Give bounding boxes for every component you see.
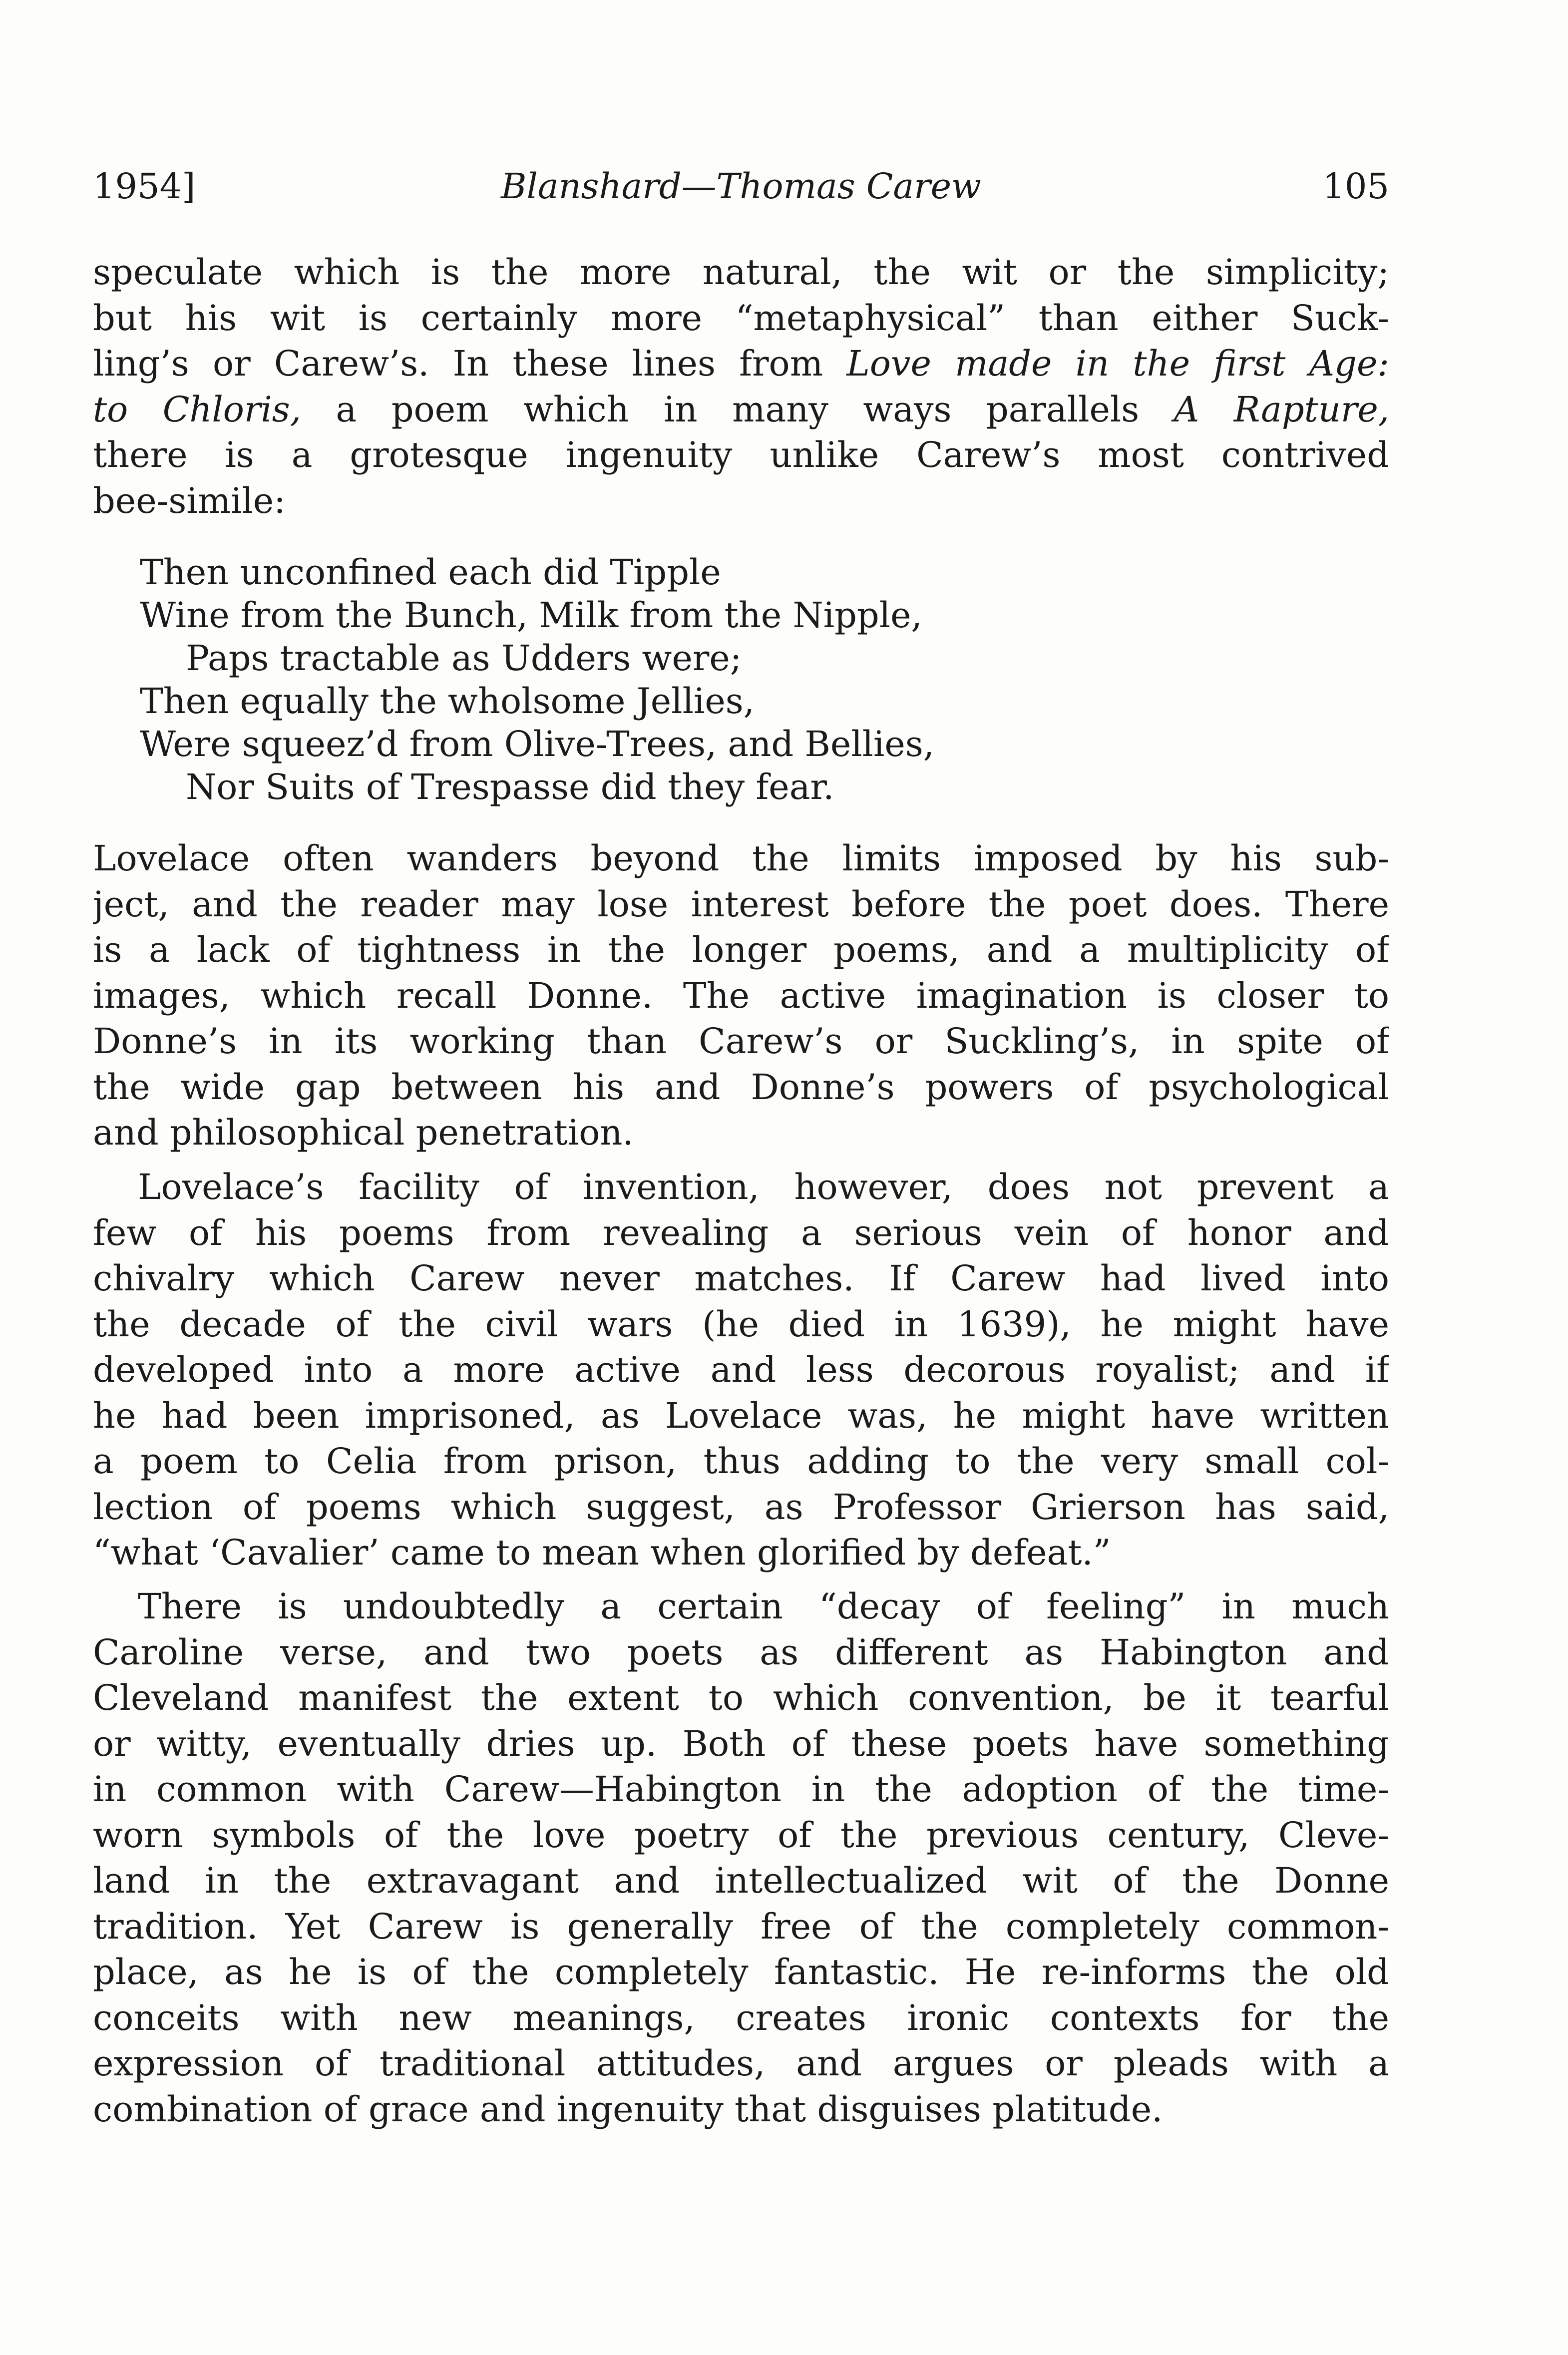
text-line: a poem to Celia from prison, thus adding to the very small col- <box>93 1441 1389 1482</box>
text-line: combination of grace and ingenuity that disguises platitude. <box>93 2088 1163 2130</box>
text-line: in common with Carew—Habington in the adoption of the time- <box>93 1769 1389 1810</box>
paragraph-4 <box>93 1584 1389 2132</box>
verse-line: Then unconfined each did Tipple <box>140 552 721 593</box>
text-line: ject, and the reader may lose interest before the poet does. There <box>93 883 1389 925</box>
paragraph-2 <box>93 836 1389 1156</box>
text-line: tradition. Yet Carew is generally free of the completely common- <box>93 1906 1389 1947</box>
verse-line: Then equally the wholsome Jellies, <box>140 681 755 722</box>
verse-line: Were squeez’d from Olive-Trees, and Bellies, <box>140 724 935 765</box>
text-line <box>93 387 1389 433</box>
text-run: a poem which in many ways parallels <box>301 389 1174 430</box>
text-line: land in the extravagant and intellectualized wit of the Donne <box>93 1860 1389 1901</box>
poem-title-rapture: A Rapture, <box>1174 389 1389 430</box>
text-line: is a lack of tightness in the longer poems, and a multiplicity of <box>93 929 1389 970</box>
verse-line: Wine from the Bunch, Milk from the Nipple, <box>140 595 922 636</box>
text-line: Caroline verse, and two poets as different as Habington and <box>93 1631 1389 1673</box>
text-line: he had been imprisoned, as Lovelace was, he might have written <box>93 1395 1389 1436</box>
text-line: lection of poems which suggest, as Professor Grierson has said, <box>93 1486 1389 1528</box>
text-line: and philosophical penetration. <box>93 1112 634 1153</box>
text-line: Lovelace often wanders beyond the limits imposed by his sub- <box>93 838 1389 879</box>
paragraph-3 <box>93 1165 1389 1576</box>
poem-title-cont: to Chloris, <box>93 389 301 430</box>
verse-line: Nor Suits of Trespasse did they fear. <box>186 767 834 807</box>
text-line: bee-simile: <box>93 480 286 521</box>
running-title: Blanshard—Thomas Carew <box>501 166 981 207</box>
poem-title: Love made in the first Age: <box>846 343 1389 384</box>
text-line: speculate which is the more natural, the wit or the simplicity; <box>93 252 1389 293</box>
text-line: the decade of the civil wars (he died in 1639), he might have <box>93 1303 1389 1345</box>
text-line: but his wit is certainly more “metaphysical” than either Suck- <box>93 297 1389 339</box>
text-line: few of his poems from revealing a serious vein of honor and <box>93 1212 1389 1253</box>
text-line: worn symbols of the love poetry of the previous century, Cleve- <box>93 1814 1389 1856</box>
text-line: expression of traditional attitudes, and argues or pleads with a <box>93 2043 1389 2084</box>
text-line: or witty, eventually dries up. Both of these poets have something <box>93 1723 1389 1764</box>
text-line: developed into a more active and less decorous royalist; and if <box>93 1349 1389 1390</box>
text-line: There is undoubtedly a certain “decay of feeling” in much <box>138 1586 1389 1627</box>
text-line: Cleveland manifest the extent to which convention, be it tearful <box>93 1677 1389 1718</box>
text-line: there is a grotesque ingenuity unlike Carew’s most contrived <box>93 434 1389 475</box>
paragraph-1 <box>93 250 1389 524</box>
text-line: Lovelace’s facility of invention, however, does not prevent a <box>138 1167 1389 1207</box>
volume-year: 1954] <box>93 166 196 207</box>
text-line: chivalry which Carew never matches. If Carew had lived into <box>93 1258 1389 1299</box>
text-line: images, which recall Donne. The active imagination is closer to <box>93 975 1389 1016</box>
text-line: place, as he is of the completely fantastic. He re-informs the old <box>93 1952 1389 1992</box>
text-line: the wide gap between his and Donne’s powers of psychological <box>93 1066 1389 1108</box>
page-number: 105 <box>1322 166 1389 207</box>
text-run: ling’s or Carew’s. In these lines from <box>93 343 847 384</box>
verse-line: Paps tractable as Udders were; <box>186 638 742 679</box>
running-header <box>93 159 1389 214</box>
text-line: conceits with new meanings, creates ironic contexts for the <box>93 1997 1389 2038</box>
verse-quotation <box>140 551 1139 808</box>
text-line: Donne’s in its working than Carew’s or Suckling’s, in spite of <box>93 1021 1389 1062</box>
text-line: “what ‘Cavalier’ came to mean when glorified by defeat.” <box>93 1532 1111 1573</box>
text-line <box>93 341 1389 387</box>
